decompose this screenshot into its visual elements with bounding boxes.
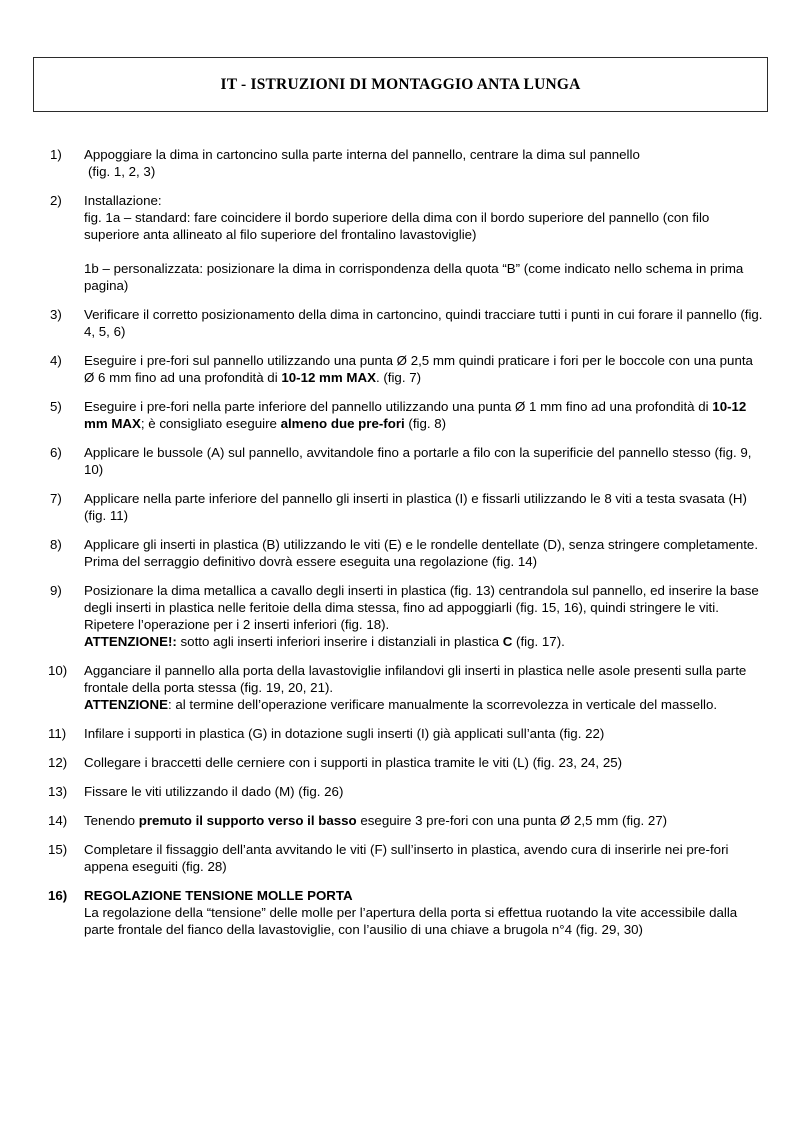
instruction-number: 9) (50, 583, 62, 598)
document-header-box (33, 57, 768, 112)
instruction-number: 7) (50, 491, 62, 506)
instruction-body (84, 662, 764, 713)
instruction-item (50, 812, 764, 829)
instruction-paragraph: (fig. 1, 2, 3) (88, 164, 156, 179)
instruction-item (50, 662, 764, 713)
instruction-paragraph: Applicare le bussole (A) sul pannello, avvitandole fino a portarle a filo con la superificie del pannello stesso (fig. 9, 10) (84, 445, 752, 477)
instruction-body (84, 352, 764, 386)
instruction-item (50, 887, 764, 938)
instruction-paragraph: Applicare nella parte inferiore del pannello gli inserti in plastica (I) e fissarli utilizzando le 8 viti a testa svasata (H) (fig. 11) (84, 491, 747, 523)
instruction-paragraph: Agganciare il pannello alla porta della lavastoviglie infilandovi gli inserti in plastica nelle asole presenti sulla parte frontale della porta stessa (fig. 19, 20, 21). (84, 663, 747, 695)
instruction-body (84, 398, 764, 432)
instruction-body (84, 812, 764, 829)
instruction-body (84, 887, 764, 938)
instruction-item (50, 444, 764, 478)
instruction-number: 4) (50, 353, 62, 368)
instruction-paragraph: Appoggiare la dima in cartoncino sulla parte interna del pannello, centrare la dima sul pannello (84, 147, 640, 162)
instruction-body (84, 146, 764, 180)
instruction-item (50, 490, 764, 524)
instruction-paragraph: La regolazione della “tensione” delle molle per l’apertura della porta si effettua ruotando la vite accessibile dalla parte frontale del fianco della lavastoviglie, con l’ausilio di una chiave a brugola n°4 (fig. 29, 30) (84, 905, 738, 937)
instruction-body (84, 783, 764, 800)
instruction-paragraph: 1b – personalizzata: posizionare la dima in corrispondenza della quota “B” (come indicato nello schema in prima pagina) (84, 261, 744, 293)
instruction-number: 2) (50, 193, 62, 208)
instruction-paragraph: Tenendo premuto il supporto verso il basso eseguire 3 pre-fori con una punta Ø 2,5 mm (fig. 27) (84, 813, 668, 828)
instruction-paragraph: Collegare i braccetti delle cerniere con i supporti in plastica tramite le viti (L) (fig. 23, 24, 25) (84, 755, 623, 770)
instruction-item (50, 192, 764, 294)
instruction-paragraph: fig. 1a – standard: fare coincidere il bordo superiore della dima con il bordo superiore del pannello (con filo superiore anta allineato al filo superiore del frontalino lavastoviglie) (84, 210, 710, 242)
instruction-item (50, 398, 764, 432)
instruction-paragraph: Eseguire i pre-fori nella parte inferiore del pannello utilizzando una punta Ø 1 mm fino ad una profondità di 10-12 mm MAX; è consigliato eseguire almeno due pre-fori (fig. 8) (84, 399, 747, 431)
instruction-item (50, 783, 764, 800)
instruction-body (84, 536, 764, 570)
instruction-item (50, 725, 764, 742)
instruction-paragraph: ATTENZIONE!: sotto agli inserti inferiori inserire i distanziali in plastica C (fig. 17). (84, 634, 565, 649)
instruction-item (50, 841, 764, 875)
instruction-item (50, 754, 764, 771)
page-title: IT - ISTRUZIONI DI MONTAGGIO ANTA LUNGA (220, 75, 581, 93)
instruction-number: 5) (50, 399, 62, 414)
instruction-item (50, 582, 764, 650)
instruction-body (84, 444, 764, 478)
instruction-number: 12) (48, 755, 68, 770)
instruction-number: 10) (48, 663, 68, 678)
instruction-paragraph: Fissare le viti utilizzando il dado (M) (fig. 26) (84, 784, 344, 799)
instruction-number: 3) (50, 307, 62, 322)
instruction-item (50, 536, 764, 570)
instruction-body (84, 582, 764, 650)
instruction-number: 1) (50, 147, 62, 162)
instruction-number: 16) (48, 888, 68, 903)
instruction-number: 8) (50, 537, 62, 552)
instruction-number: 11) (48, 726, 67, 741)
instruction-paragraph: Completare il fissaggio dell’anta avvitando le viti (F) sull’inserto in plastica, avendo cura di inserirle nei pre-fori appena eseguiti (fig. 28) (84, 842, 729, 874)
instruction-item (50, 306, 764, 340)
instruction-item (50, 352, 764, 386)
instruction-number: 13) (48, 784, 68, 799)
instruction-number: 6) (50, 445, 62, 460)
instruction-body (84, 192, 764, 294)
instruction-body (84, 841, 764, 875)
instruction-paragraph: Installazione: (84, 193, 162, 208)
instruction-number: 15) (48, 842, 68, 857)
instruction-body (84, 490, 764, 524)
instruction-paragraph: Posizionare la dima metallica a cavallo degli inserti in plastica (fig. 13) centrandola sul pannello, ed inserire la base degli inserti in plastica nelle feritoie della dima stessa, fino ad appoggiarli (fig. 15, 16), quindi stringere le viti. Ripetere l’operazione per i 2 inserti inferiori (fig. 18). (84, 583, 759, 632)
instruction-list (50, 146, 764, 938)
instruction-paragraph: REGOLAZIONE TENSIONE MOLLE PORTA (84, 888, 353, 903)
instruction-paragraph: Infilare i supporti in plastica (G) in dotazione sugli inserti (I) già applicati sull’anta (fig. 22) (84, 726, 605, 741)
instruction-paragraph: Verificare il corretto posizionamento della dima in cartoncino, quindi tracciare tutti i punti in cui forare il pannello (fig. 4, 5, 6) (84, 307, 763, 339)
instruction-paragraph: Eseguire i pre-fori sul pannello utilizzando una punta Ø 2,5 mm quindi praticare i fori per le boccole con una punta Ø 6 mm fino ad una profondità di 10-12 mm MAX. (fig. 7) (84, 353, 753, 385)
instruction-paragraph: ATTENZIONE: al termine dell’operazione verificare manualmente la scorrevolezza in verticale del massello. (84, 697, 718, 712)
instruction-number: 14) (48, 813, 68, 828)
instruction-body (84, 725, 764, 742)
instruction-paragraph: Applicare gli inserti in plastica (B) utilizzando le viti (E) e le rondelle dentellate (D), senza stringere completamente. Prima del serraggio definitivo dovrà essere eseguita una regolazione (fig. 14) (84, 537, 759, 569)
instruction-body (84, 306, 764, 340)
instruction-body (84, 754, 764, 771)
instruction-item (50, 146, 764, 180)
